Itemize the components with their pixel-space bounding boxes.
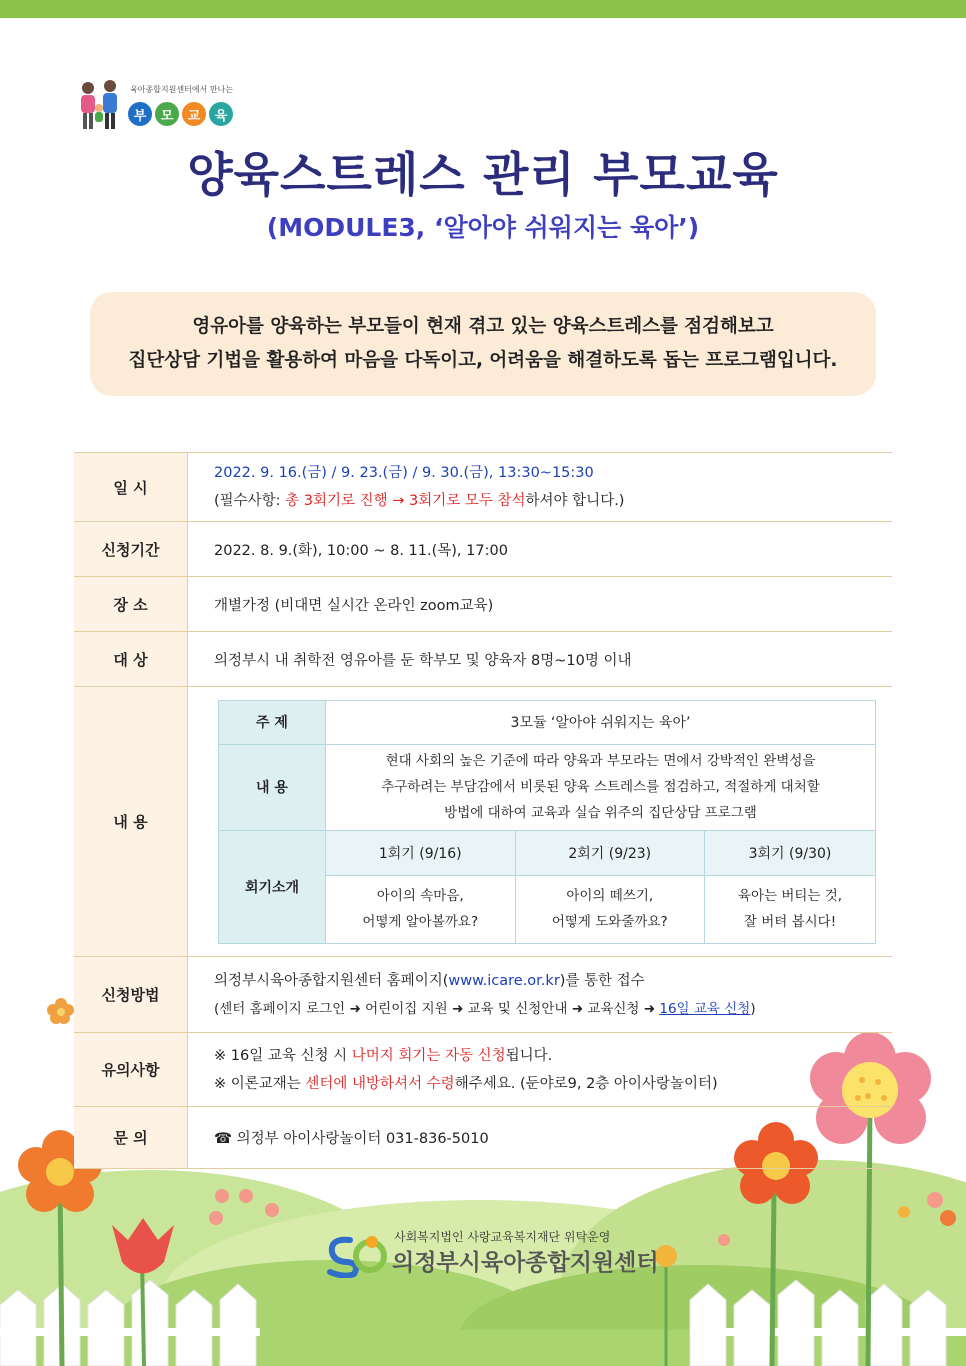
session-line: 어떻게 도와줄까요? (551, 914, 668, 930)
content-value (188, 687, 893, 957)
logo-badge: 부 (128, 102, 152, 126)
session-line: 아이의 떼쓰기, (566, 888, 654, 904)
note-highlight: 나머지 회기는 자동 신청 (351, 1047, 506, 1064)
contact-value: ☎ 의정부 아이사랑놀이터 031-836-5010 (188, 1107, 893, 1169)
schedule-label: 일 시 (74, 453, 188, 522)
session-line: 어떻게 알아볼까요? (362, 914, 479, 930)
desc-line: 현대 사회의 높은 기준에 따라 양육과 부모라는 면에서 강박적인 완벽성을 (385, 753, 816, 769)
info-table (74, 452, 892, 1169)
place-label: 장 소 (74, 577, 188, 632)
note-highlight: 센터에 내방하셔서 수령 (305, 1075, 455, 1092)
parent-education-logo (76, 76, 276, 136)
method-steps (214, 995, 891, 1023)
session-head: 2회기 (9/23) (515, 830, 705, 875)
footer-org-name: 의정부시육아종합지원센터 (392, 1250, 659, 1276)
place-value: 개별가정 (비대면 실시간 온라인 zoom교육) (188, 577, 893, 632)
schedule-note (214, 487, 891, 515)
target-row (74, 632, 892, 687)
target-label: 대 상 (74, 632, 188, 687)
session-head: 3회기 (9/30) (705, 830, 876, 875)
notes-label: 유의사항 (74, 1033, 188, 1107)
note-highlight: 총 3회기로 진행 → 3회기로 모두 참석 (285, 493, 526, 509)
program-table (218, 700, 876, 944)
family-icon (76, 78, 124, 132)
method-label: 신청방법 (74, 957, 188, 1033)
apply-link[interactable]: 16일 교육 신청 (659, 1000, 751, 1017)
intro-box (90, 292, 876, 396)
footer-org-logo (324, 1226, 659, 1282)
topic-label: 주 제 (219, 700, 326, 744)
method-text: (센터 홈페이지 로그인 ➜ 어린이집 지원 ➜ 교육 및 신청안내 ➜ 교육신청 ➜ (214, 1000, 660, 1017)
intro-line: 집단상담 기법을 활용하여 마음을 다독이고, 어려움을 해결하도록 돕는 프로그램입니다. (128, 350, 838, 371)
topic-value: 3모듈 ‘알아야 쉬워지는 육아’ (326, 700, 876, 744)
session-line: 잘 버텨 봅시다! (743, 914, 837, 930)
place-row (74, 577, 892, 632)
contact-label: 문 의 (74, 1107, 188, 1169)
method-text: 의정부시육아종합지원센터 홈페이지( (214, 972, 449, 989)
page-subtitle: (MODULE3, ‘알아야 쉬워지는 육아’) (266, 213, 700, 242)
desc-value (326, 744, 876, 830)
logo-badge: 모 (155, 102, 179, 126)
page-title: 양육스트레스 관리 부모교육 (187, 148, 779, 203)
schedule-value (188, 453, 893, 522)
note-text: 됩니다. (505, 1047, 553, 1064)
target-value: 의정부시 내 취학전 영유아를 둔 학부모 및 양육자 8명~10명 이내 (188, 632, 893, 687)
desc-line: 추구하려는 부담감에서 비롯된 양육 스트레스를 점검하고, 적절하게 대처할 (381, 779, 820, 795)
apply-period-row (74, 522, 892, 577)
logo-badge: 육 (209, 102, 233, 126)
method-text: )를 통한 접수 (559, 972, 645, 989)
session-topic (515, 875, 705, 943)
schedule-row (74, 453, 892, 522)
footer-org-sub: 사회복지법인 사랑교육복지재단 위탁운영 (394, 1230, 611, 1244)
session-head: 1회기 (9/16) (326, 830, 516, 875)
note-text: 하셔야 합니다.) (525, 493, 625, 509)
note-line (214, 1070, 891, 1098)
note-text: (필수사항: (214, 493, 286, 509)
method-value (188, 957, 893, 1033)
desc-label: 내 용 (219, 744, 326, 830)
logo-subtitle: 육아종합지원센터에서 만나는 (130, 85, 234, 94)
note-line (214, 1042, 891, 1070)
notes-value (188, 1033, 893, 1107)
session-topic (326, 875, 516, 943)
contact-row (74, 1107, 892, 1169)
session-line: 육아는 버티는 것, (737, 888, 843, 904)
sessions-label: 회기소개 (219, 830, 326, 943)
logo-badge: 교 (182, 102, 206, 126)
method-text: ) (750, 1000, 756, 1017)
content-label: 내 용 (74, 687, 188, 957)
schedule-dates: 2022. 9. 16.(금) / 9. 23.(금) / 9. 30.(금), 13:30~15:30 (214, 465, 594, 481)
method-line (214, 967, 891, 995)
website-link[interactable]: www.icare.or.kr (448, 972, 560, 989)
apply-period-value: 2022. 8. 9.(화), 10:00 ~ 8. 11.(목), 17:00 (188, 522, 893, 577)
intro-line: 영유아를 양육하는 부모들이 현재 겪고 있는 양육스트레스를 점검해보고 (192, 316, 774, 337)
desc-line: 방법에 대하여 교육과 실습 위주의 집단상담 프로그램 (444, 805, 757, 821)
logo-badges (128, 102, 233, 126)
center-logo-icon (324, 1232, 390, 1278)
session-line: 아이의 속마음, (376, 888, 464, 904)
method-row (74, 957, 892, 1033)
note-text: 해주세요. (둔야로9, 2층 아이사랑놀이터) (454, 1075, 718, 1092)
notes-row (74, 1033, 892, 1107)
apply-period-label: 신청기간 (74, 522, 188, 577)
session-topic (705, 875, 876, 943)
note-text: ※ 16일 교육 신청 시 (214, 1047, 352, 1064)
content-row (74, 687, 892, 957)
note-text: ※ 이론교재는 (214, 1075, 306, 1092)
